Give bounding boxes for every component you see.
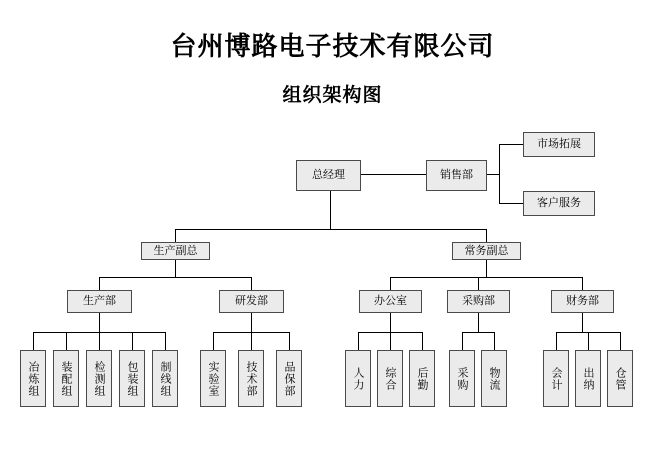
node-department-office[interactable]: [359, 290, 422, 313]
connector-vpprod-down: [175, 259, 176, 277]
node-label: 实验室: [207, 360, 221, 397]
connector-prod-dept-bus: [99, 277, 251, 278]
node-label: 研发部: [235, 294, 268, 308]
node-label: 常务副总: [464, 243, 509, 257]
node-label: 总经理: [312, 168, 345, 182]
node-label: 销售部: [440, 168, 473, 182]
node-label: 品保部: [283, 360, 297, 397]
node-finance-accounting[interactable]: [543, 350, 569, 407]
connector-rd-leaf-1: [213, 332, 214, 350]
connector-prod-leaf-3: [99, 332, 100, 350]
node-label: 冶炼组: [27, 360, 41, 397]
connector-dept-office: [390, 277, 391, 290]
node-department-finance[interactable]: [551, 290, 614, 313]
node-general-manager[interactable]: [296, 160, 361, 191]
connector-prod-down: [99, 312, 100, 332]
node-finance-warehouse[interactable]: [607, 350, 633, 407]
connector-dept-production: [99, 277, 100, 290]
connector-prod-leaf-1: [33, 332, 34, 350]
node-label: 生产部: [83, 294, 116, 308]
node-label: 人力: [352, 366, 366, 391]
node-prod-wiring[interactable]: [152, 350, 178, 407]
node-label: 市场拓展: [537, 137, 581, 151]
connector-office-leaf-1: [358, 332, 359, 350]
node-office-logistics-support[interactable]: [409, 350, 435, 407]
connector-vp-bus: [175, 229, 486, 230]
connector-rd-down: [251, 312, 252, 332]
node-sales-department[interactable]: [426, 160, 487, 191]
node-label: 采购: [456, 366, 470, 391]
node-label: 装配组: [60, 360, 74, 397]
node-vp-executive[interactable]: [452, 242, 521, 260]
node-label: 后勤: [416, 366, 430, 391]
node-label: 出纳: [582, 366, 596, 391]
node-label: 生产副总: [153, 243, 198, 257]
node-label: 办公室: [374, 294, 407, 308]
node-label: 综合: [384, 366, 398, 391]
connector-exec-dept-bus: [390, 277, 582, 278]
connector-office-down: [390, 312, 391, 332]
node-prod-inspection[interactable]: [86, 350, 112, 407]
node-rd-quality[interactable]: [276, 350, 302, 407]
connector-sales-spine: [499, 144, 500, 204]
node-label: 制线组: [159, 360, 173, 397]
connector-bus-vp-executive: [486, 229, 487, 242]
node-prod-packaging[interactable]: [119, 350, 145, 407]
node-department-rd[interactable]: [219, 290, 284, 313]
connector-gm-down: [330, 191, 331, 229]
node-prod-smelting[interactable]: [20, 350, 46, 407]
node-rd-technology[interactable]: [238, 350, 264, 407]
node-purchase-logistics[interactable]: [481, 350, 507, 407]
connector-prod-leaf-5: [165, 332, 166, 350]
node-label: 技术部: [245, 360, 259, 397]
node-customer-service[interactable]: [523, 191, 595, 216]
page-title: 台州博路电子技术有限公司: [170, 32, 495, 62]
connector-gm-sales: [361, 174, 426, 175]
connector-office-leaf-2: [390, 332, 391, 350]
node-finance-cashier[interactable]: [575, 350, 601, 407]
connector-vpexec-down: [486, 259, 487, 277]
connector-dept-purchase: [478, 277, 479, 290]
node-label: 会计: [550, 366, 564, 391]
node-rd-lab[interactable]: [200, 350, 226, 407]
connector-purchase-down: [478, 312, 479, 332]
node-label: 客户服务: [537, 196, 581, 210]
node-office-general[interactable]: [377, 350, 403, 407]
node-office-hr[interactable]: [345, 350, 371, 407]
node-market-development[interactable]: [523, 132, 595, 157]
connector-purchase-leaf-bus: [462, 332, 494, 333]
node-vp-production[interactable]: [141, 242, 210, 260]
node-label: 包装组: [126, 360, 140, 397]
connector-dept-rd: [251, 277, 252, 290]
connector-finance-down: [582, 312, 583, 332]
connector-finance-leaf-1: [556, 332, 557, 350]
connector-sales-service: [499, 203, 523, 204]
connector-finance-leaf-3: [620, 332, 621, 350]
node-label: 财务部: [566, 294, 599, 308]
connector-dept-finance: [582, 277, 583, 290]
connector-finance-leaf-2: [588, 332, 589, 350]
connector-office-leaf-3: [422, 332, 423, 350]
node-department-production[interactable]: [67, 290, 132, 313]
node-prod-assembly[interactable]: [53, 350, 79, 407]
node-label: 采购部: [462, 294, 495, 308]
connector-purchase-leaf-2: [494, 332, 495, 350]
connector-bus-vp-production: [175, 229, 176, 242]
connector-purchase-leaf-1: [462, 332, 463, 350]
connector-prod-leaf-4: [132, 332, 133, 350]
connector-prod-leaf-2: [66, 332, 67, 350]
node-label: 检测组: [93, 360, 107, 397]
node-label: 物流: [488, 366, 502, 391]
connector-rd-leaf-2: [251, 332, 252, 350]
connector-sales-right: [487, 174, 499, 175]
page-subtitle: 组织架构图: [282, 84, 383, 106]
node-purchase-procurement[interactable]: [449, 350, 475, 407]
connector-rd-leaf-3: [289, 332, 290, 350]
connector-sales-market: [499, 144, 523, 145]
node-label: 仓管: [614, 366, 628, 391]
node-department-purchase[interactable]: [447, 290, 510, 313]
